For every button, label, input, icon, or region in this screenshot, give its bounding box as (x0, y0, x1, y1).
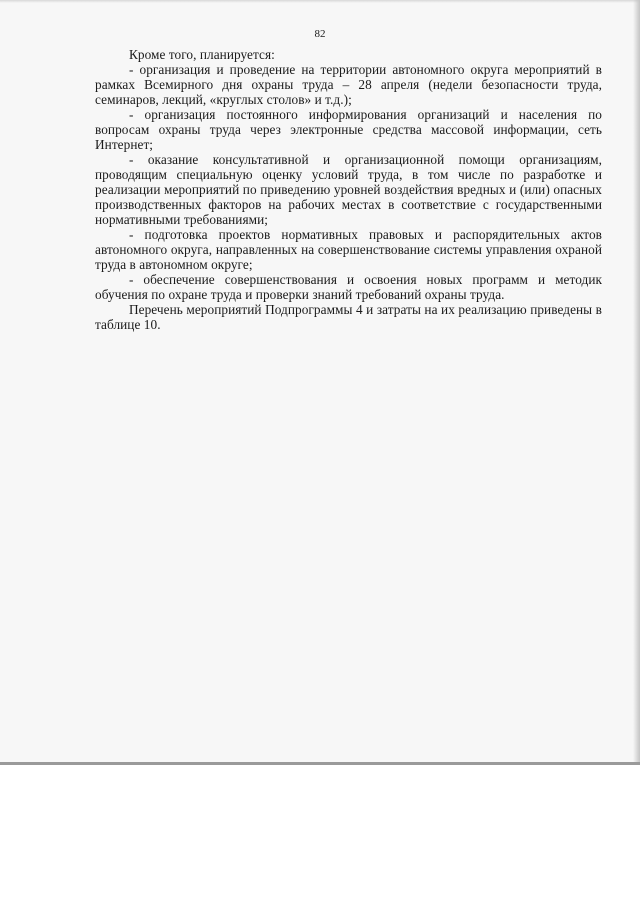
paragraph-conclusion: Перечень мероприятий Подпрограммы 4 и затраты на их реализацию приведены в таблице 10. (95, 302, 602, 332)
scan-top-shadow (0, 0, 640, 3)
paragraph-item-regulations: - подготовка проектов нормативных правовых и распорядительных актов автономного округа, направленных на совершенствование системы управления охраной труда в автономном округе; (95, 227, 602, 272)
body-text (95, 47, 602, 332)
paragraph-item-informing: - организация постоянного информирования организаций и населения по вопросам охраны труда через электронные средства массовой информации, сеть Интернет; (95, 107, 602, 152)
scan-right-shadow (633, 0, 640, 762)
paragraph-item-training: - обеспечение совершенствования и освоения новых программ и методик обучения по охране труда и проверки знаний требований охраны труда. (95, 272, 602, 302)
page-number: 82 (314, 28, 326, 40)
paragraph-item-consulting: - оказание консультативной и организационной помощи организациям, проводящим специальную оценку условий труда, в том числе по разработке и реализации мероприятий по приведению уровней воздействия вредных и (или) опасных производственных факторов на рабочих местах в соответствие с государственными нормативными требованиями; (95, 152, 602, 227)
paragraph-intro: Кроме того, планируется: (129, 47, 275, 62)
paragraph-item-world-day: - организация и проведение на территории автономного округа мероприятий в рамках Всемирного дня охраны труда – 28 апреля (недели безопасности труда, семинаров, лекций, «круглых столов» и т.д.); (95, 62, 602, 107)
